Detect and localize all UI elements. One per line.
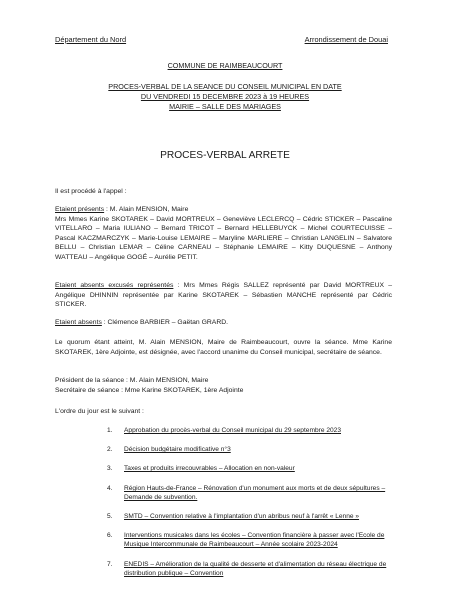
header-arrondissement: Arrondissement de Douai bbox=[304, 35, 388, 44]
agenda-item-text: ENEDIS – Amélioration de la qualité de desserte et d'alimentation du réseau électrique de distribution publique – Convention bbox=[124, 561, 387, 578]
quorum-paragraph: Le quorum étant atteint, M. Alain MENSION, Maire de Raimbeaucourt, ouvre la séance. Mme Karine SKOTAREK, 1ère Adjointe, est désignée, avec l'accord unanime du Conseil municipal, secrétaire de séance. bbox=[55, 339, 392, 356]
agenda-item-number: 2. bbox=[107, 446, 113, 453]
presents-label: Etaient présents bbox=[55, 206, 105, 213]
agenda-item-number: 4. bbox=[107, 485, 113, 492]
agenda-item-number: 6. bbox=[107, 532, 113, 539]
agenda-item-text: SMTD – Convention relative à l'implantation d'un abribus neuf à l'arrêt « Lenne » bbox=[124, 513, 360, 520]
presents-mayor: : M. Alain MENSION, Maire bbox=[104, 206, 189, 213]
presents-list: Mrs Mmes Karine SKOTAREK – David MORTREUX – Geneviève LECLERCQ – Cédric STICKER – Pascaline VITELLARO – Maria IULIANO – Bernard TRICOT – Bernard HELLEBUYCK – Michel COURTECUISSE – Pascal KACZMARCZYK – Marie-Louise LEMAIRE – Maryline MARLIERE – Christian LANGELIN – Salvatore BELLU – Christian LEMAR – Céline CARNEAU – Stéphanie LEMAIRE – Kitty DUQUESNE – Anthony WATTEAU – Angélique GOGÉ – Aurélie PETIT. bbox=[55, 215, 392, 261]
excused-text: : Mrs Mmes Régis SALLEZ représenté par David MORTREUX – Angélique DHINNIN représentée par Karine SKOTAREK – Sébastien MANCHE représenté par Cédric STICKER. bbox=[55, 282, 392, 309]
agenda-item-text: Décision budgétaire modificative n°3 bbox=[124, 446, 231, 453]
excused-label: Etaient absents excusés représentés bbox=[55, 282, 174, 289]
agenda-item-number: 1. bbox=[107, 427, 113, 434]
pv-heading-line-3: MAIRIE – SALLE DES MARIAGES bbox=[169, 102, 281, 111]
agenda-intro: L'ordre du jour est le suivant : bbox=[55, 408, 144, 415]
pv-heading-line-1: PROCES-VERBAL DE LA SEANCE DU CONSEIL MUNICIPAL EN DATE bbox=[108, 82, 342, 91]
absents-label: Etaient absents bbox=[55, 319, 102, 326]
agenda-item-number: 7. bbox=[107, 561, 113, 568]
roll-call-intro: Il est procédé à l'appel : bbox=[55, 188, 127, 195]
agenda-item-text: Taxes et produits irrecouvrables – Allocation en non-valeur bbox=[124, 465, 295, 472]
agenda-item-text: Interventions musicales dans les écoles – Convention financière à passer avec l'Ecole de Musique Intercommunale de Raimbeaucourt – Année scolaire 2023-2024 bbox=[124, 532, 385, 549]
commune-title: COMMUNE DE RAIMBEAUCOURT bbox=[167, 61, 283, 70]
president-line: Président de la séance : M. Alain MENSION, Maire bbox=[55, 377, 209, 384]
agenda-item-text: Région Hauts-de-France – Rénovation d'un monument aux morts et de deux sépultures – Demande de subvention. bbox=[124, 485, 386, 502]
agenda-item-number: 3. bbox=[107, 465, 113, 472]
pv-heading-line-2: DU VENDREDI 15 DECEMBRE 2023 à 19 HEURES bbox=[140, 92, 310, 101]
secretary-line: Secrétaire de séance : Mme Karine SKOTAREK, 1ère Adjointe bbox=[55, 387, 244, 394]
agenda-item-text: Approbation du procès-verbal du Conseil municipal du 29 septembre 2023 bbox=[124, 427, 341, 434]
header-department: Département du Nord bbox=[55, 35, 127, 44]
absents-text: : Clémence BARBIER – Gaëtan GRARD. bbox=[101, 319, 229, 326]
agenda-item-number: 5. bbox=[107, 513, 113, 520]
document-title: PROCES-VERBAL ARRETE bbox=[160, 150, 290, 161]
